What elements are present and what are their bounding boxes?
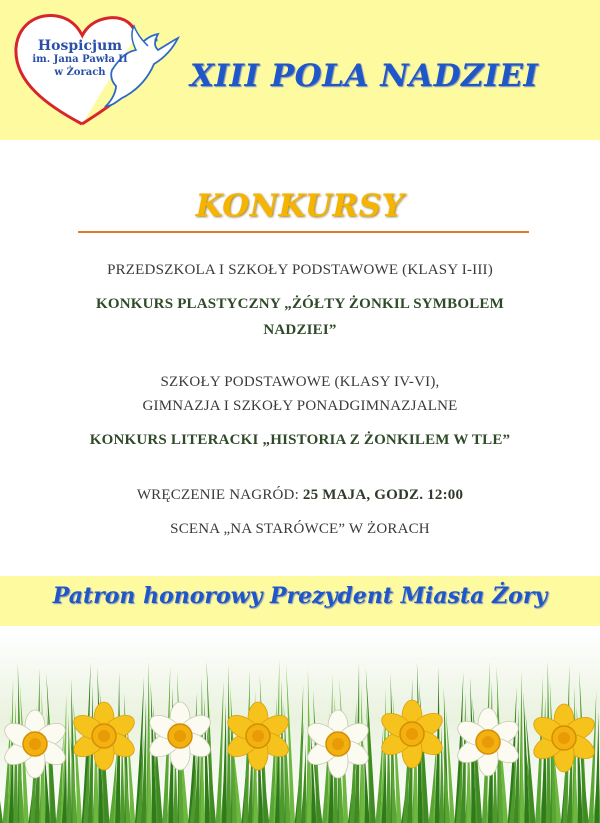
contest1-audience: PRZEDSZKOLA I SZKOŁY PODSTAWOWE (KLASY I-III) xyxy=(107,262,493,278)
patron-text: Patron honorowy Prezydent Miasta Żory xyxy=(52,583,548,609)
logo-line-1: Hospicjum xyxy=(37,38,123,54)
logo-line-3: w Żorach xyxy=(54,67,106,78)
award-line xyxy=(0,487,600,504)
section-divider xyxy=(78,231,529,233)
award-place: SCENA „NA STARÓWCE” W ŻORACH xyxy=(170,521,430,537)
contest2-audience-line2: GIMNAZJA I SZKOŁY PONADGIMNAZJALNE xyxy=(142,398,458,414)
award-label: WRĘCZENIE NAGRÓD: xyxy=(136,487,303,503)
hospice-logo xyxy=(8,6,180,132)
contest2-name: KONKURS LITERACKI „HISTORIA Z ŻONKILEM W TLE” xyxy=(89,432,511,448)
event-title: XIII POLA NADZIEI xyxy=(190,58,539,94)
contest1-name-line1: KONKURS PLASTYCZNY „ŻÓŁTY ŻONKIL SYMBOLEM xyxy=(96,296,504,312)
contest1-name-line2: NADZIEI” xyxy=(263,322,337,338)
section-title: KONKURSY xyxy=(195,188,405,224)
logo-text xyxy=(30,39,130,79)
daffodil-field xyxy=(0,632,600,823)
logo-line-2: im. Jana Pawła II xyxy=(32,54,128,65)
award-date: 25 MAJA, GODZ. 12:00 xyxy=(302,487,464,503)
contest2-audience-line1: SZKOŁY PODSTAWOWE (KLASY IV-VI), xyxy=(160,374,440,390)
